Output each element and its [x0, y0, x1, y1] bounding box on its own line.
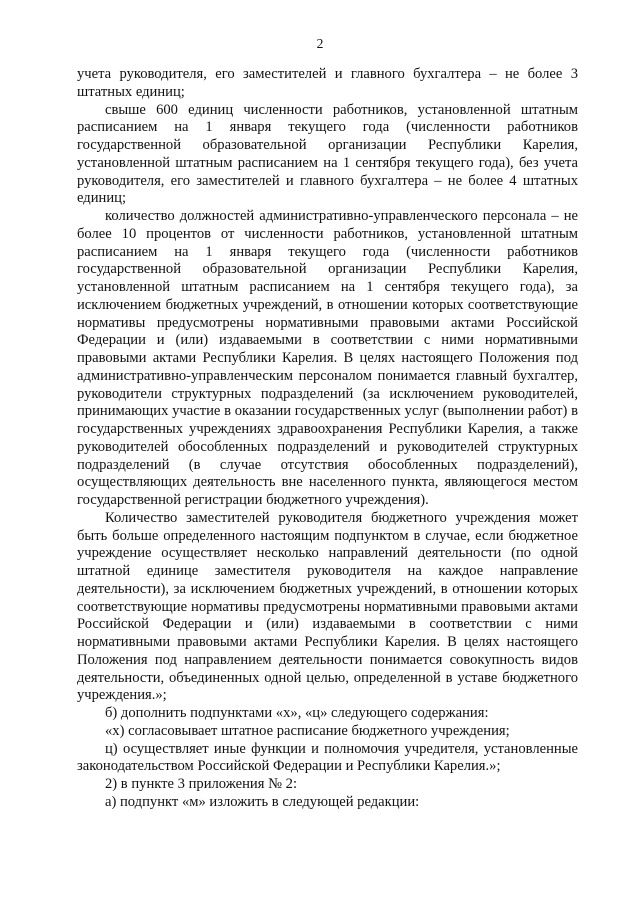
paragraph-1: учета руководителя, его заместителей и главного бухгалтера – не более 3 штатных единиц; [77, 66, 578, 100]
paragraph-4: Количество заместителей руководителя бюджетного учреждения может быть больше определенного настоящим подпунктом в случае, если бюджетное учреждение осуществляет несколько направлений деятельности (по одной штатной единице заместителя руководителя на каждое направление деятельности), за исключением бюджетных учреждений, в отношении которых соответствующие нормативы предусмотрены нормативными правовыми актами Российской Федерации и (или) издаваемыми в соответствии с ними нормативными правовыми актами Республики Карелия. В целях настоящего Положения под направлением деятельности понимается совокупность видов деятельности, объединенных одной целью, определенной в уставе бюджетного учреждения.»; [77, 509, 578, 704]
document-body [77, 66, 578, 812]
paragraph-8: 2) в пункте 3 приложения № 2: [105, 776, 298, 792]
paragraph-2: свыше 600 единиц численности работников, установленной штатным расписанием на 1 января текущего года (численности работников государственной образовательной организации Республики Карелия, установленной штатным расписанием на 1 сентября текущего года), без учета руководителя, его заместителей и главного бухгалтера – не более 4 штатных единиц; [77, 101, 578, 207]
paragraph-9: а) подпункт «м» изложить в следующей редакции: [105, 793, 420, 810]
paragraph-3: количество должностей административно-управленческого персонала – не более 10 процентов от численности работников, установленной штатным расписанием на 1 января текущего года (численности работников государственной образовательной организации Республики Карелия, установленной штатным расписанием на 1 сентября текущего года), за исключением бюджетных учреждений, в отношении которых соответствующие нормативы предусмотрены нормативными правовыми актами Российской Федерации и (или) издаваемыми в соответствии с ними нормативными правовыми актами Республики Карелия. В целях настоящего Положения под административно-управленческим персоналом понимается главный бухгалтер, руководители структурных подразделений (за исключением руководителей, принимающих участие в оказании государственных услуг (выполнении работ) в государственных учреждениях здравоохранения Республики Карелия, а также руководителей обособленных подразделений и руководителей структурных подразделений (в случае отсутствия обособленных подразделений), осуществляющих деятельность вне населенного пункта, являющегося местом государственной регистрации бюджетного учреждения). [77, 208, 578, 508]
paragraph-6: «х) согласовывает штатное расписание бюджетного учреждения; [105, 722, 510, 739]
paragraph-5: б) дополнить подпунктами «х», «ц» следующего содержания: [105, 705, 489, 721]
paragraph-7: ц) осуществляет иные функции и полномочия учредителя, установленные законодательством Российской Федерации и Республики Карелия.»; [77, 740, 578, 775]
page-number: 2 [316, 36, 324, 51]
